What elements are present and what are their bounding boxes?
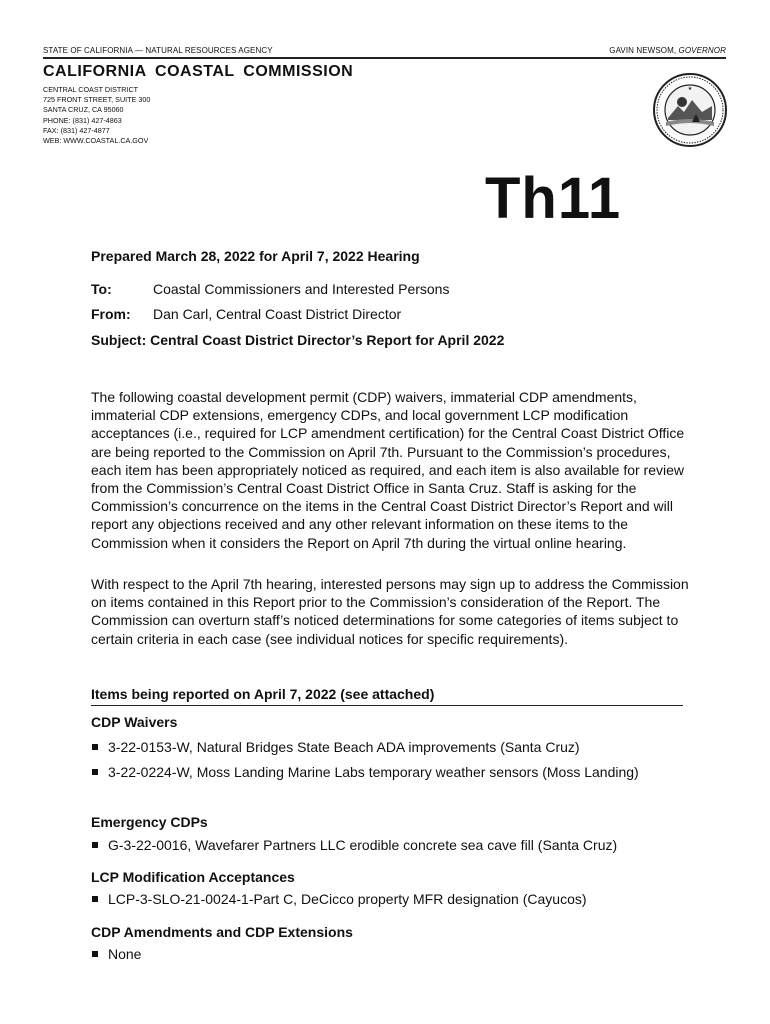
city-address: SANTA CRUZ, CA 95060 bbox=[43, 105, 124, 115]
commission-name: CALIFORNIA COASTAL COMMISSION bbox=[43, 63, 354, 80]
hearing-paragraph: With respect to the April 7th hearing, interested persons may sign up to address the Commission on items contained in this Report prior to the Commission’s consideration of the Report. The Commission can overturn staff’s noticed determinations for some categories of items subject to certain criteria in each case (see individual notices for specific requirements). bbox=[91, 576, 689, 647]
governor-name: GAVIN NEWSOM, bbox=[609, 46, 679, 55]
items-rule bbox=[91, 705, 683, 706]
fax: FAX: (831) 427-4877 bbox=[43, 125, 110, 135]
list-item bbox=[91, 836, 651, 854]
bullet-icon bbox=[92, 842, 98, 848]
svg-text:★: ★ bbox=[687, 86, 693, 92]
website: WEB: WWW.COASTAL.CA.GOV bbox=[43, 136, 149, 146]
from-row bbox=[91, 306, 401, 322]
subject-label: Subject: bbox=[91, 332, 147, 348]
to-row bbox=[91, 281, 449, 297]
category-lcp-modification-acceptances: LCP Modification Acceptances bbox=[91, 869, 295, 885]
list-item-text: None bbox=[108, 946, 142, 962]
prepared-date: Prepared March 28, 2022 for April 7, 2022 Hearing bbox=[91, 248, 420, 264]
subject-value: Central Coast District Director’s Report for April 2022 bbox=[150, 332, 505, 348]
category-cdp-waivers: CDP Waivers bbox=[91, 714, 178, 730]
contact-block bbox=[43, 85, 150, 146]
list-item-text: 3-22-0153-W, Natural Bridges State Beach ADA improvements (Santa Cruz) bbox=[108, 739, 580, 755]
bullet-icon bbox=[92, 744, 98, 750]
california-seal-icon bbox=[652, 72, 728, 148]
bullet-icon bbox=[92, 896, 98, 902]
list-item-text: 3-22-0224-W, Moss Landing Marine Labs temporary weather sensors (Moss Landing) bbox=[108, 764, 639, 780]
letterhead-top-line bbox=[43, 46, 726, 55]
from-label: From: bbox=[91, 306, 131, 322]
state-agency: STATE OF CALIFORNIA — NATURAL RESOURCES AGENCY bbox=[43, 46, 273, 55]
list-item bbox=[91, 890, 651, 908]
category-cdp-amendments-extensions: CDP Amendments and CDP Extensions bbox=[91, 924, 353, 940]
governor-title: GOVERNOR bbox=[678, 46, 726, 55]
subject-row bbox=[91, 332, 504, 348]
bullet-icon bbox=[92, 951, 98, 957]
category-emergency-cdps: Emergency CDPs bbox=[91, 814, 208, 830]
from-value: Dan Carl, Central Coast District Director bbox=[153, 306, 402, 322]
phone: PHONE: (831) 427-4863 bbox=[43, 115, 122, 125]
list-item bbox=[91, 763, 651, 781]
intro-paragraph: The following coastal development permit (CDP) waivers, immaterial CDP amendments, immaterial CDP extensions, emergency CDPs, and local government LCP modification acceptances (i.e., required for LCP amendment certification) for the Central Coast District Office are being reported to the Commission on April 7th. Pursuant to the Commission’s procedures, each item has been appropriately noticed as required, and each item is also available for review from the Commission’s Central Coast District Office in Santa Cruz. Staff is asking for the Commission’s concurrence on the items in the Central Coast District Director’s Report and will report any objections received and any other relevant information on these items to the Commission when it considers the Report on April 7th during the virtual online hearing. bbox=[91, 389, 685, 551]
letterhead-rule bbox=[43, 57, 726, 59]
list-item bbox=[91, 945, 651, 963]
street-address: 725 FRONT STREET, SUITE 300 bbox=[43, 95, 151, 105]
bullet-icon bbox=[92, 769, 98, 775]
list-item bbox=[91, 738, 651, 756]
list-item-text: LCP-3-SLO-21-0024-1-Part C, DeCicco property MFR designation (Cayucos) bbox=[108, 891, 587, 907]
agenda-item-number: Th11 bbox=[485, 166, 622, 231]
items-heading: Items being reported on April 7, 2022 (see attached) bbox=[91, 686, 435, 702]
to-label: To: bbox=[91, 281, 112, 297]
to-value: Coastal Commissioners and Interested Persons bbox=[153, 281, 450, 297]
list-item-text: G-3-22-0016, Wavefarer Partners LLC erodible concrete sea cave fill (Santa Cruz) bbox=[108, 837, 618, 853]
district-name: CENTRAL COAST DISTRICT bbox=[43, 85, 139, 94]
governor-line bbox=[609, 46, 726, 55]
